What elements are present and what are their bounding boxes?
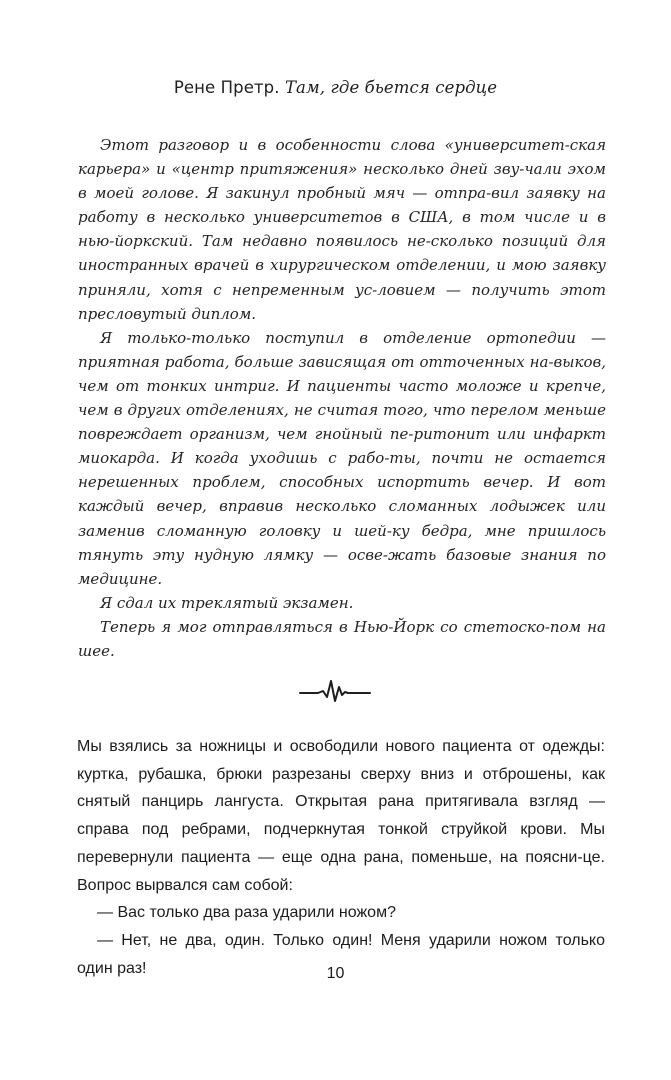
dialogue-line: — Нет, не два, один. Только один! Меня ударили ножом только один раз! — [77, 931, 605, 977]
running-head — [0, 78, 671, 98]
running-head-author: Рене Претр. — [173, 78, 280, 97]
page-number: 10 — [326, 965, 345, 982]
running-head-book-title: Там, где бьется сердце — [284, 78, 498, 97]
heartbeat-icon — [298, 678, 372, 704]
dialogue-line: — Вас только два раза ударили ножом? — [97, 904, 396, 922]
handwritten-letter-section — [78, 133, 606, 663]
body-paragraph: Мы взялись за ножницы и освободили нового пациента от одежды: куртка, рубашка, брюки разрезаны сверху вниз и отброшены, как снятый панцирь лангуста. Открытая рана притягивала взгляд — справа под ребрами, подчеркнутая тонкой струйкой крови. Мы перевернули пациента — еще одна рана, поменьше, на поясни-це. Вопрос вырвался сам собой: — [77, 738, 605, 894]
handwritten-paragraph: Теперь я мог отправляться в Нью-Йорк со стетоско-пом на шее. — [78, 617, 606, 660]
handwritten-paragraph: Этот разговор и в особенности слова «университет-ская карьера» и «центр притяжения» несколько дней зву-чали эхом в моей голове. Я закинул пробный мяч — отпра-вил заявку на работу в несколько университетов в США, в том числе и в нью-йоркский. Там недавно появилось не-сколько позиций для иностранных врачей в хирургическом отделении, и мою заявку приняли, хотя с непременным ус-ловием — получить этот пресловутый диплом. — [78, 136, 606, 323]
main-text-section — [77, 733, 605, 982]
handwritten-paragraph: Я только-только поступил в отделение ортопедии — приятная работа, больше зависящая от отточенных на-выков, чем от тонких интриг. И пациенты часто моложе и крепче, чем в других отделениях, не считая того, что перелом меньше повреждает организм, чем гнойный пе-ритонит или инфаркт миокарда. И когда уходишь с рабо-ты, почти не остается нерешенных проблем, способных испортить вечер. И вот каждый вечер, вправив несколько сломанных лодыжек или заменив сломанную головку и шей-ку бедра, мне пришлось тянуть эту нудную лямку — осве-жать базовые знания по медицине. — [78, 328, 606, 588]
handwritten-paragraph: Я сдал их треклятый экзамен. — [100, 593, 354, 612]
